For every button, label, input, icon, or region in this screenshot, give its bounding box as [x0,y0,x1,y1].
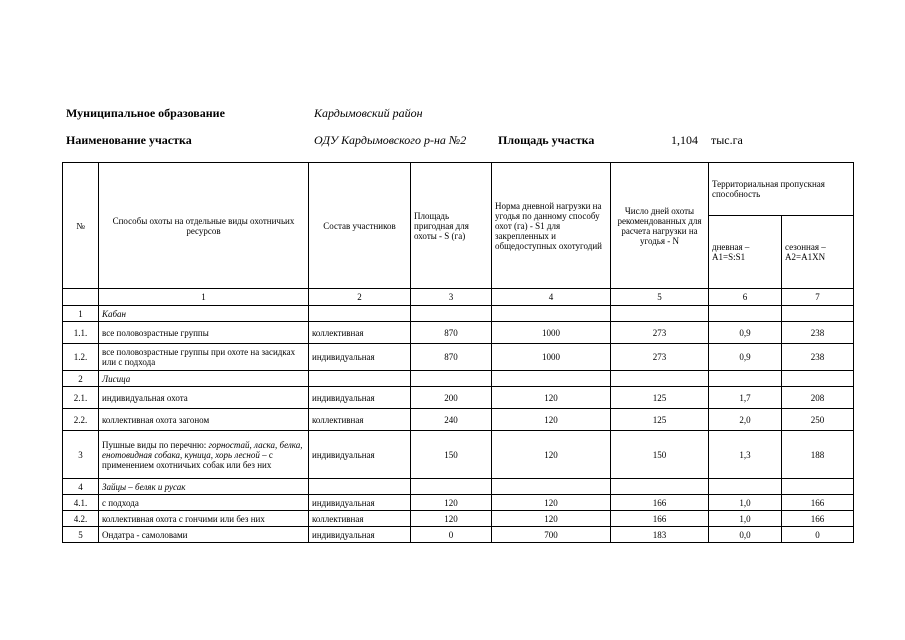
col-number: 5 [611,289,709,306]
table-row [63,409,854,431]
row-area: 150 [411,431,492,479]
column-numbers-row [63,289,854,306]
row-seasonal: 166 [782,495,854,511]
row-norm: 1000 [492,322,611,344]
row-num: 1.1. [63,322,99,344]
table-row [63,495,854,511]
row-daily: 0,0 [709,527,782,543]
row-method-plain-b: – с применением охотничьих собак или без них [102,449,273,470]
row-participants: индивидуальная [309,344,411,371]
row-daily: 1,3 [709,431,782,479]
row-area: 120 [411,495,492,511]
row-daily [709,479,782,495]
row-days: 273 [611,344,709,371]
row-days: 183 [611,527,709,543]
municipality-value: Кардымовский район [314,106,423,120]
col-number: 3 [411,289,492,306]
row-num: 1.2. [63,344,99,371]
row-num: 4.2. [63,511,99,527]
table-row [63,344,854,371]
row-num: 1 [63,306,99,322]
row-seasonal: 188 [782,431,854,479]
table-row-section [63,306,854,322]
row-area [411,306,492,322]
row-participants: индивидуальная [309,527,411,543]
row-method: все половозрастные группы при охоте на засидках или с подхода [99,344,309,371]
row-norm [492,306,611,322]
col-header-participants: Состав участников [309,163,411,289]
row-num: 4 [63,479,99,495]
row-participants: коллективная [309,511,411,527]
row-daily [709,371,782,387]
table-row [63,527,854,543]
row-seasonal: 166 [782,511,854,527]
row-method: Зайцы – беляк и русак [99,479,309,495]
row-daily: 0,9 [709,344,782,371]
col-header-daily: дневная – A1=S:S1 [709,216,782,289]
row-area: 200 [411,387,492,409]
col-header-days: Число дней охоты рекомендованных для расчета нагрузки на угодья - N [611,163,709,289]
row-norm: 120 [492,431,611,479]
row-norm [492,479,611,495]
row-method: коллективная охота с гончими или без них [99,511,309,527]
row-method: все половозрастные группы [99,322,309,344]
row-daily: 1,7 [709,387,782,409]
row-num: 2 [63,371,99,387]
row-area: 240 [411,409,492,431]
row-method: с подхода [99,495,309,511]
row-participants [309,371,411,387]
col-number: 7 [782,289,854,306]
row-seasonal: 238 [782,322,854,344]
col-header-methods: Способы охоты на отдельные виды охотничьих ресурсов [99,163,309,289]
row-area: 870 [411,322,492,344]
row-area: 870 [411,344,492,371]
row-norm: 120 [492,495,611,511]
municipality-label: Муниципальное образование [66,106,225,120]
row-norm: 700 [492,527,611,543]
row-participants: коллективная [309,322,411,344]
area-label: Площадь участка [498,133,595,147]
row-seasonal [782,371,854,387]
row-seasonal: 208 [782,387,854,409]
col-number: 2 [309,289,411,306]
col-number: 4 [492,289,611,306]
row-days [611,371,709,387]
row-num: 2.1. [63,387,99,409]
row-days: 166 [611,495,709,511]
row-method-species: горностай, ласка, белка, енотовидная собака, куница, хорь лесной [102,439,303,460]
area-unit: тыс.га [711,133,743,147]
row-participants: коллективная [309,409,411,431]
col-header-area: Площадь пригодная для охоты - S (га) [411,163,492,289]
row-participants [309,306,411,322]
plot-name-label: Наименование участка [66,133,192,147]
header-row [63,163,854,216]
col-header-norm: Норма дневной нагрузки на угодья по данному способу охот (га) - S1 для закрепленных и общедоступных охотугодий [492,163,611,289]
col-number-blank [63,289,99,306]
row-norm: 120 [492,409,611,431]
row-participants: индивидуальная [309,495,411,511]
col-header-seasonal: сезонная – A2=A1XN [782,216,854,289]
row-method: Ондатра - самоловами [99,527,309,543]
table-row [63,387,854,409]
row-days: 150 [611,431,709,479]
hunting-capacity-table [62,162,854,543]
row-participants: индивидуальная [309,431,411,479]
row-participants [309,479,411,495]
row-area: 120 [411,511,492,527]
row-method: индивидуальная охота [99,387,309,409]
row-days [611,306,709,322]
row-daily: 2,0 [709,409,782,431]
col-number: 6 [709,289,782,306]
row-daily: 1,0 [709,511,782,527]
row-seasonal [782,306,854,322]
row-days: 273 [611,322,709,344]
row-seasonal [782,479,854,495]
row-method [99,431,309,479]
row-days: 166 [611,511,709,527]
row-num: 2.2. [63,409,99,431]
row-daily [709,306,782,322]
row-method: Лисица [99,371,309,387]
row-area [411,479,492,495]
row-method: коллективная охота загоном [99,409,309,431]
row-seasonal: 238 [782,344,854,371]
table-row [63,431,854,479]
row-num: 5 [63,527,99,543]
row-norm: 120 [492,511,611,527]
row-days: 125 [611,409,709,431]
row-days: 125 [611,387,709,409]
row-seasonal: 250 [782,409,854,431]
row-daily: 1,0 [709,495,782,511]
row-area [411,371,492,387]
table-row [63,322,854,344]
col-header-num: № [63,163,99,289]
plot-name-value: ОДУ Кардымовского р-на №2 [314,133,467,147]
area-value: 1,104 [671,133,698,147]
row-num: 4.1. [63,495,99,511]
col-header-capacity: Территориальная пропускная способность [709,163,854,216]
row-norm: 1000 [492,344,611,371]
row-norm [492,371,611,387]
row-seasonal: 0 [782,527,854,543]
col-number: 1 [99,289,309,306]
row-daily: 0,9 [709,322,782,344]
row-participants: индивидуальная [309,387,411,409]
row-norm: 120 [492,387,611,409]
table-row [63,511,854,527]
table-row-section [63,479,854,495]
row-days [611,479,709,495]
row-num: 3 [63,431,99,479]
table-row-section [63,371,854,387]
row-method: Кабан [99,306,309,322]
row-method-plain-a: Пушные виды по перечню: [102,439,209,450]
row-area: 0 [411,527,492,543]
